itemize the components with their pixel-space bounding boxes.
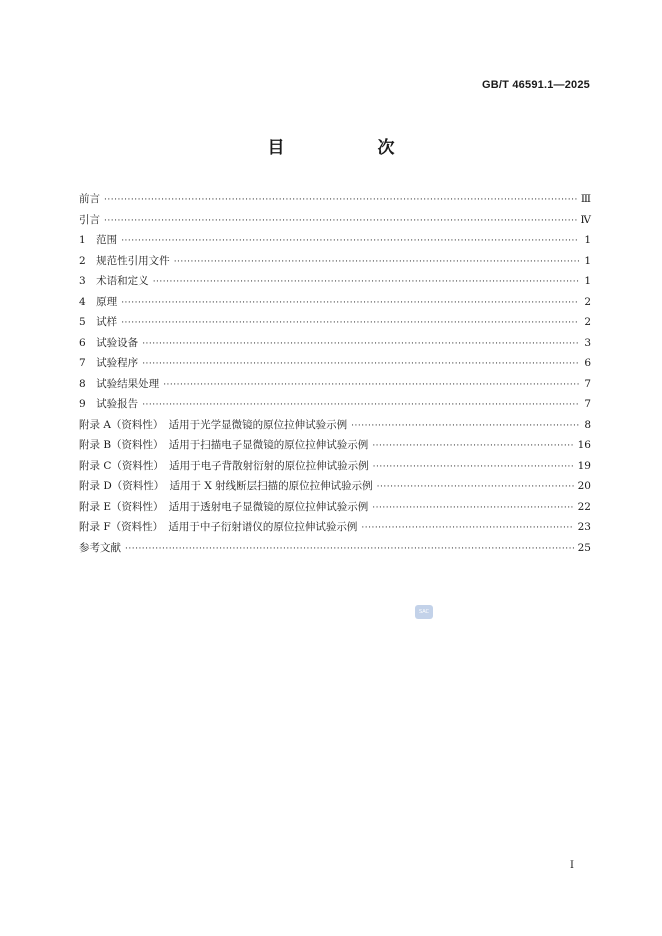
toc-leader-dots (373, 462, 574, 472)
toc-entry-label: 1 范围 (79, 234, 118, 246)
toc-entry-page: 23 (577, 521, 591, 533)
toc-leader-dots (142, 359, 579, 369)
toc-leader-dots (372, 441, 573, 451)
watermark-logo: SAC (415, 605, 433, 619)
toc-leader-dots (361, 523, 573, 533)
toc-entry-label: 附录 C（资料性） 适用于电子背散射衍射的原位拉伸试验示例 (79, 459, 369, 472)
toc-entry-label: 3 术语和定义 (79, 275, 149, 287)
toc-entry[interactable] (79, 253, 591, 274)
toc-entry-page: 8 (584, 418, 591, 431)
toc-entry-page: 2 (584, 295, 591, 308)
toc-entry[interactable] (79, 396, 591, 417)
toc-entry-page: 6 (584, 357, 591, 369)
toc-leader-dots (372, 503, 573, 513)
toc-leader-dots (121, 318, 579, 328)
toc-entry-label: 附录 D（资料性） 适用于 X 射线断层扫描的原位拉伸试验示例 (79, 480, 373, 492)
table-of-contents (79, 191, 591, 560)
toc-entry-page: 1 (584, 275, 591, 287)
toc-entry-page: 3 (584, 336, 591, 349)
toc-entry-page: 16 (577, 439, 591, 451)
toc-leader-dots (121, 236, 579, 246)
toc-entry-label: 附录 B（资料性） 适用于扫描电子显微镜的原位拉伸试验示例 (79, 439, 369, 451)
toc-leader-dots (174, 257, 579, 267)
toc-leader-dots (351, 421, 579, 431)
toc-entry-page: 1 (584, 254, 591, 267)
toc-leader-dots (163, 380, 579, 390)
toc-leader-dots (153, 277, 579, 287)
toc-entry-page: 1 (584, 234, 591, 246)
toc-entry[interactable] (79, 355, 591, 376)
toc-entry[interactable] (79, 458, 591, 479)
toc-entry-page: Ⅲ (580, 193, 591, 205)
toc-entry-label: 附录 F（资料性） 适用于中子衍射谱仪的原位拉伸试验示例 (79, 521, 358, 533)
toc-leader-dots (125, 544, 574, 554)
toc-entry-label: 附录 E（资料性） 适用于透射电子显微镜的原位拉伸试验示例 (79, 500, 369, 513)
toc-entry[interactable] (79, 437, 591, 458)
toc-entry[interactable] (79, 294, 591, 315)
toc-entry-page: 20 (577, 480, 591, 492)
toc-entry-page: 25 (577, 541, 591, 554)
toc-entry-page: Ⅳ (580, 213, 591, 226)
toc-leader-dots (142, 400, 579, 410)
toc-entry-page: 2 (584, 316, 591, 328)
toc-entry-label: 9 试验报告 (79, 398, 139, 410)
toc-leader-dots (377, 482, 574, 492)
toc-entry-label: 2 规范性引用文件 (79, 254, 170, 267)
toc-entry-label: 7 试验程序 (79, 357, 139, 369)
toc-entry[interactable] (79, 478, 591, 499)
toc-entry[interactable] (79, 540, 591, 561)
toc-entry-label: 前言 (79, 193, 100, 205)
standard-number: GB/T 46591.1—2025 (482, 79, 590, 91)
toc-leader-dots (104, 216, 577, 226)
toc-entry[interactable] (79, 519, 591, 540)
toc-entry-page: 22 (577, 500, 591, 513)
toc-entry[interactable] (79, 191, 591, 212)
page-number: Ⅰ (570, 860, 574, 871)
toc-leader-dots (142, 339, 579, 349)
toc-entry-label: 6 试验设备 (79, 336, 139, 349)
page-title: 目 次 (267, 138, 433, 158)
toc-entry[interactable] (79, 376, 591, 397)
toc-entry-label: 参考文献 (79, 541, 121, 554)
toc-entry-page: 7 (584, 398, 591, 410)
toc-entry-label: 8 试验结果处理 (79, 377, 160, 390)
toc-entry-label: 引言 (79, 213, 100, 226)
toc-leader-dots (121, 298, 579, 308)
toc-entry-label: 附录 A（资料性） 适用于光学显微镜的原位拉伸试验示例 (79, 418, 348, 431)
toc-entry[interactable] (79, 212, 591, 233)
toc-entry-page: 7 (584, 377, 591, 390)
toc-entry[interactable] (79, 499, 591, 520)
toc-entry-page: 19 (577, 459, 591, 472)
toc-entry[interactable] (79, 314, 591, 335)
toc-entry-label: 5 试样 (79, 316, 118, 328)
toc-entry-label: 4 原理 (79, 295, 118, 308)
toc-entry[interactable] (79, 335, 591, 356)
toc-leader-dots (104, 195, 577, 205)
toc-entry[interactable] (79, 273, 591, 294)
toc-entry[interactable] (79, 417, 591, 438)
toc-entry[interactable] (79, 232, 591, 253)
